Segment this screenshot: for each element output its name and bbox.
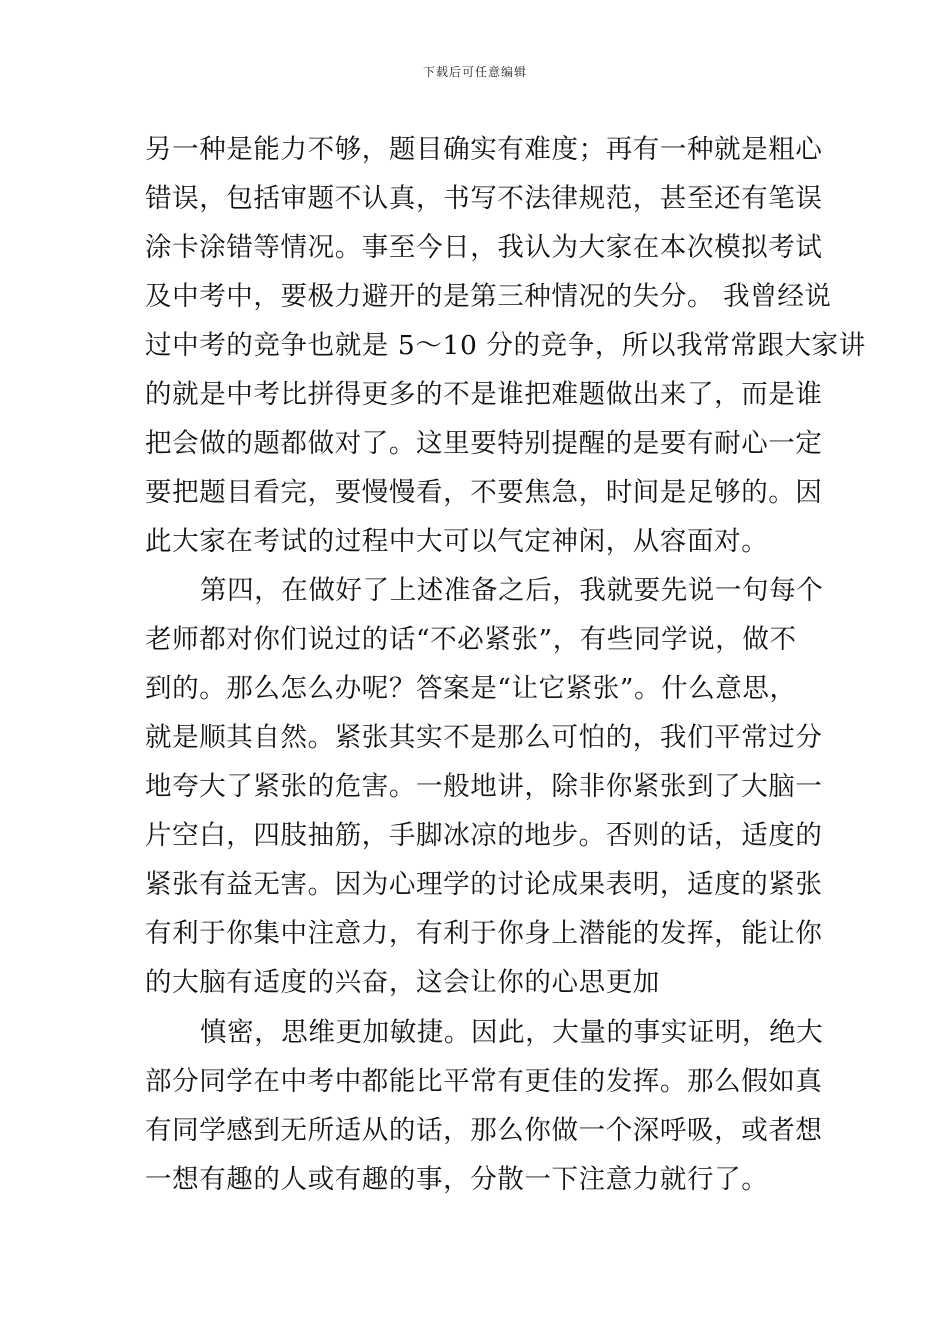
body-line: 老师都对你们说过的话“不必紧张”，有些同学说，做不 (145, 624, 797, 655)
body-line: 另一种是能力不够，题目确实有难度；再有一种就是粗心 (145, 134, 823, 165)
body-line: 紧张有益无害。因为心理学的讨论成果表明，适度的紧张 (145, 869, 823, 900)
body-line: 的就是中考比拼得更多的不是谁把难题做出来了，而是谁 (145, 379, 823, 410)
body-line: 到的。那么怎么办呢？答案是“让它紧张”。什么意思， (145, 673, 797, 704)
body-line: 涂卡涂错等情况。事至今日，我认为大家在本次模拟考试 (145, 232, 823, 263)
body-line: 的大脑有适度的兴奋，这会让你的心思更加 (145, 967, 660, 998)
body-line: 错误，包括审题不认真，书写不法律规范，甚至还有笔误 (145, 183, 823, 214)
body-line: 有利于你集中注意力，有利于你身上潜能的发挥，能让你 (145, 918, 823, 949)
paragraph-start-line: 第四，在做好了上述准备之后，我就要先说一句每个 (200, 575, 824, 606)
body-line: 有同学感到无所适从的话，那么你做一个深呼吸，或者想 (145, 1115, 823, 1146)
body-line: 要把题目看完，要慢慢看，不要焦急，时间是足够的。因 (145, 477, 823, 508)
body-line: 片空白，四肢抽筋，手脚冰凉的地步。否则的话，适度的 (145, 820, 823, 851)
body-line: 就是顺其自然。紧张其实不是那么可怕的，我们平常过分 (145, 722, 823, 753)
body-line: 此大家在考试的过程中大可以气定神闲，从容面对。 (145, 526, 769, 557)
page-header: 下载后可任意编辑 (422, 65, 527, 79)
body-line: 把会做的题都做对了。这里要特别提醒的是要有耐心一定 (145, 428, 823, 459)
paragraph-start-line: 慎密，思维更加敏捷。因此，大量的事实证明，绝大 (200, 1017, 824, 1048)
body-line: 部分同学在中考中都能比平常有更佳的发挥。那么假如真 (145, 1066, 823, 1097)
body-line: 地夸大了紧张的危害。一般地讲，除非你紧张到了大脑一 (145, 771, 823, 802)
body-line: 一想有趣的人或有趣的事，分散一下注意力就行了。 (145, 1164, 769, 1195)
body-line: 及中考中，要极力避开的是第三种情况的失分。 我曾经说 (145, 281, 832, 312)
body-line: 过中考的竞争也就是 5～10 分的竞争，所以我常常跟大家讲 (145, 330, 866, 361)
